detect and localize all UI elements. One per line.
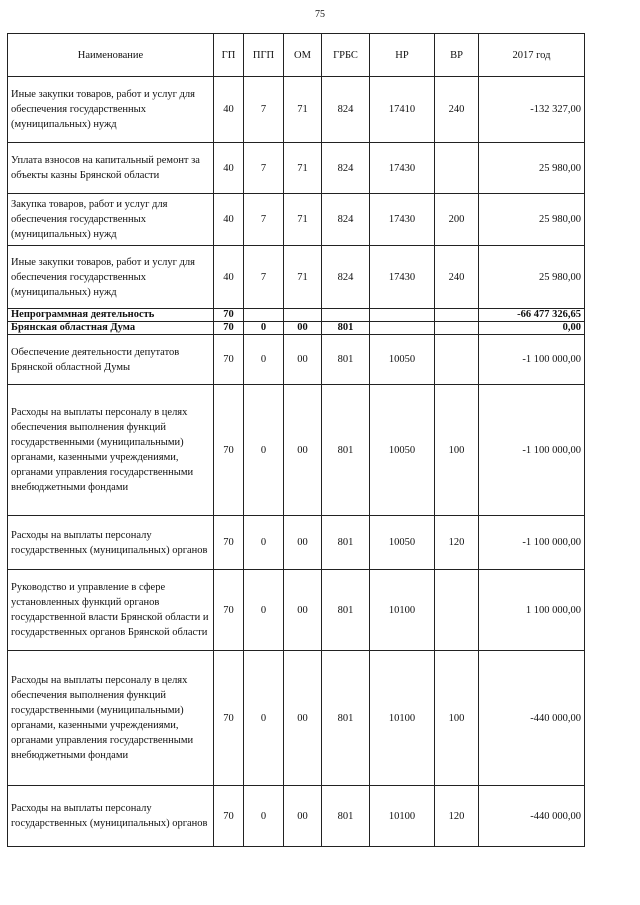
table-row [8, 570, 585, 651]
row-gp-cell: 70 [214, 309, 244, 322]
row-grbs-cell: 824 [322, 143, 370, 194]
row-gp-cell: 70 [214, 570, 244, 651]
table-row [8, 651, 585, 786]
header-vr: ВР [435, 34, 479, 77]
header-name: Наименование [8, 34, 214, 77]
row-pgp-cell: 0 [244, 786, 284, 847]
header-year: 2017 год [479, 34, 585, 77]
row-pgp-cell: 0 [244, 516, 284, 570]
row-nr-cell [370, 322, 435, 335]
row-amount-cell: 25 980,00 [479, 194, 585, 246]
row-vr-cell: 200 [435, 194, 479, 246]
row-om-cell: 00 [284, 570, 322, 651]
row-om-cell: 00 [284, 385, 322, 516]
row-gp-cell: 40 [214, 246, 244, 309]
table-row [8, 322, 585, 335]
page-number: 75 [315, 9, 325, 20]
row-amount-cell: -132 327,00 [479, 77, 585, 143]
row-vr-cell [435, 322, 479, 335]
row-grbs-cell: 801 [322, 570, 370, 651]
table-row [8, 335, 585, 385]
table-header-row [8, 34, 585, 77]
table-row [8, 309, 585, 322]
row-gp-cell: 40 [214, 143, 244, 194]
row-om-cell: 00 [284, 516, 322, 570]
row-om-cell: 00 [284, 786, 322, 847]
row-gp-cell: 70 [214, 516, 244, 570]
row-om-cell [284, 309, 322, 322]
row-name-cell: Расходы на выплаты персоналу государственных (муниципальных) органов [8, 516, 214, 570]
row-name-cell: Иные закупки товаров, работ и услуг для обеспечения государственных (муниципальных) нужд [8, 77, 214, 143]
row-amount-cell: -1 100 000,00 [479, 385, 585, 516]
row-nr-cell: 17410 [370, 77, 435, 143]
row-name-cell: Брянская областная Дума [8, 322, 214, 335]
row-om-cell: 71 [284, 246, 322, 309]
row-grbs-cell: 801 [322, 385, 370, 516]
row-om-cell: 71 [284, 143, 322, 194]
row-nr-cell: 10050 [370, 516, 435, 570]
row-pgp-cell: 7 [244, 194, 284, 246]
row-name-cell: Расходы на выплаты персоналу государственных (муниципальных) органов [8, 786, 214, 847]
row-grbs-cell: 824 [322, 77, 370, 143]
row-amount-cell: 1 100 000,00 [479, 570, 585, 651]
row-pgp-cell: 7 [244, 246, 284, 309]
row-name-cell: Руководство и управление в сфере установленных функций органов государственной власти Брянской области и государственных органов Брянской области [8, 570, 214, 651]
row-vr-cell: 120 [435, 786, 479, 847]
table-row [8, 143, 585, 194]
row-grbs-cell: 824 [322, 246, 370, 309]
row-amount-cell: -1 100 000,00 [479, 335, 585, 385]
row-pgp-cell: 0 [244, 570, 284, 651]
row-vr-cell [435, 309, 479, 322]
row-amount-cell: 25 980,00 [479, 143, 585, 194]
row-name-cell: Закупка товаров, работ и услуг для обеспечения государственных (муниципальных) нужд [8, 194, 214, 246]
row-gp-cell: 70 [214, 322, 244, 335]
row-nr-cell: 17430 [370, 194, 435, 246]
row-grbs-cell [322, 309, 370, 322]
header-gp: ГП [214, 34, 244, 77]
row-pgp-cell: 7 [244, 77, 284, 143]
row-om-cell: 00 [284, 651, 322, 786]
row-grbs-cell: 824 [322, 194, 370, 246]
row-nr-cell: 17430 [370, 143, 435, 194]
row-om-cell: 71 [284, 194, 322, 246]
row-name-cell: Обеспечение деятельности депутатов Брянской областной Думы [8, 335, 214, 385]
row-amount-cell: 0,00 [479, 322, 585, 335]
row-name-cell: Иные закупки товаров, работ и услуг для обеспечения государственных (муниципальных) нужд [8, 246, 214, 309]
header-om: ОМ [284, 34, 322, 77]
row-nr-cell [370, 309, 435, 322]
budget-table [7, 33, 585, 847]
row-amount-cell: -1 100 000,00 [479, 516, 585, 570]
row-om-cell: 00 [284, 322, 322, 335]
row-amount-cell: -66 477 326,65 [479, 309, 585, 322]
row-nr-cell: 10100 [370, 651, 435, 786]
row-vr-cell: 240 [435, 77, 479, 143]
row-amount-cell: 25 980,00 [479, 246, 585, 309]
table-row [8, 194, 585, 246]
header-grbs: ГРБС [322, 34, 370, 77]
row-pgp-cell [244, 309, 284, 322]
row-name-cell: Расходы на выплаты персоналу в целях обеспечения выполнения функций государственными (муниципальными) органами, казенными учреждениями, органами управления государственными внебюджетными фондами [8, 385, 214, 516]
row-nr-cell: 10100 [370, 786, 435, 847]
row-grbs-cell: 801 [322, 322, 370, 335]
row-grbs-cell: 801 [322, 786, 370, 847]
row-vr-cell [435, 570, 479, 651]
row-name-cell: Уплата взносов на капитальный ремонт за объекты казны Брянской области [8, 143, 214, 194]
row-amount-cell: -440 000,00 [479, 651, 585, 786]
row-gp-cell: 40 [214, 77, 244, 143]
row-nr-cell: 10050 [370, 335, 435, 385]
header-nr: НР [370, 34, 435, 77]
row-pgp-cell: 0 [244, 335, 284, 385]
row-pgp-cell: 0 [244, 322, 284, 335]
row-amount-cell: -440 000,00 [479, 786, 585, 847]
row-pgp-cell: 7 [244, 143, 284, 194]
row-gp-cell: 70 [214, 335, 244, 385]
table-row [8, 516, 585, 570]
row-grbs-cell: 801 [322, 651, 370, 786]
table-row [8, 786, 585, 847]
row-grbs-cell: 801 [322, 335, 370, 385]
table-row [8, 77, 585, 143]
row-nr-cell: 10100 [370, 570, 435, 651]
row-gp-cell: 70 [214, 786, 244, 847]
row-name-cell: Расходы на выплаты персоналу в целях обеспечения выполнения функций государственными (муниципальными) органами, казенными учреждениями, органами управления государственными внебюджетными фондами [8, 651, 214, 786]
row-gp-cell: 40 [214, 194, 244, 246]
table-row [8, 246, 585, 309]
row-nr-cell: 17430 [370, 246, 435, 309]
table-row [8, 385, 585, 516]
row-vr-cell: 240 [435, 246, 479, 309]
row-vr-cell: 120 [435, 516, 479, 570]
row-pgp-cell: 0 [244, 385, 284, 516]
row-vr-cell: 100 [435, 651, 479, 786]
row-om-cell: 00 [284, 335, 322, 385]
row-nr-cell: 10050 [370, 385, 435, 516]
row-vr-cell [435, 335, 479, 385]
row-om-cell: 71 [284, 77, 322, 143]
row-gp-cell: 70 [214, 651, 244, 786]
header-pgp: ПГП [244, 34, 284, 77]
row-pgp-cell: 0 [244, 651, 284, 786]
row-name-cell: Непрограммная деятельность [8, 309, 214, 322]
row-gp-cell: 70 [214, 385, 244, 516]
row-vr-cell [435, 143, 479, 194]
row-vr-cell: 100 [435, 385, 479, 516]
row-grbs-cell: 801 [322, 516, 370, 570]
